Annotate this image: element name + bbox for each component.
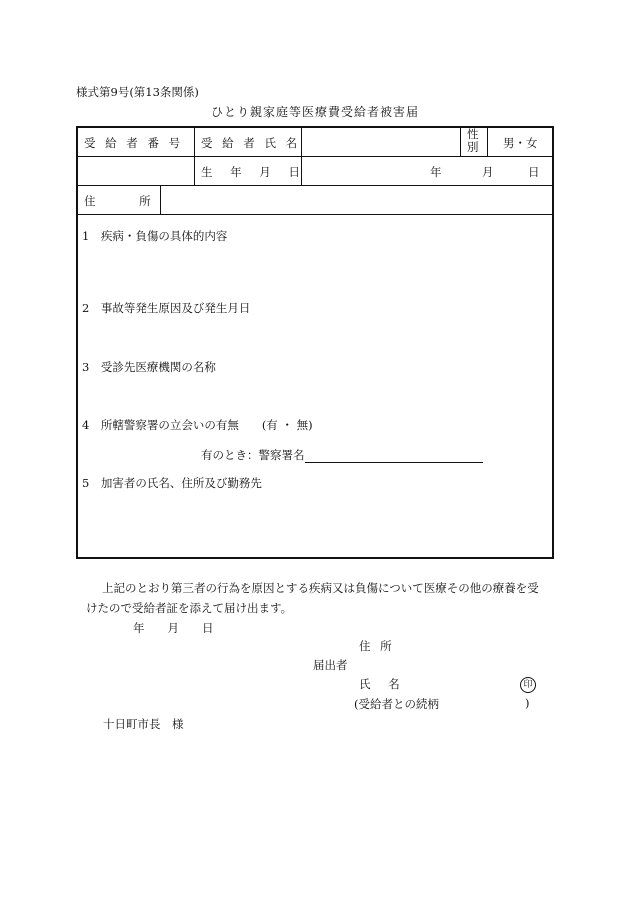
form-number: 様式第9号(第13条関係): [76, 85, 199, 99]
gender-value[interactable]: 男・女: [503, 136, 538, 150]
gender-label-line2: 別: [467, 140, 479, 154]
col-divider: [194, 127, 195, 185]
submission-date[interactable]: 年 月 日: [133, 621, 214, 635]
col-divider: [460, 127, 461, 156]
gender-label-line1: 性: [467, 127, 479, 141]
police-station-label: 有のとき：警察署名: [201, 448, 305, 462]
address-label: 住 所: [84, 194, 151, 208]
row-divider: [77, 214, 553, 215]
section-injury-details: 1 疾病・負傷の具体的内容: [82, 229, 228, 243]
birth-month-label: 月: [482, 165, 494, 179]
recipient-number-label: 受 給 者 番 号: [84, 136, 184, 150]
relation-open: (受給者との続柄: [354, 697, 439, 711]
seal-mark: 印: [520, 677, 536, 693]
recipient-number-field[interactable]: [78, 157, 193, 184]
police-station-line: [201, 447, 483, 463]
section-accident-cause: 2 事故等発生原因及び発生月日: [82, 301, 251, 315]
birthdate-label: 生 年 月 日: [201, 165, 303, 179]
relation-close: ): [525, 696, 530, 710]
notifier-name-label: 氏 名: [359, 677, 400, 691]
birth-day-label: 日: [528, 165, 540, 179]
birth-year-label: 年: [430, 165, 442, 179]
gender-label: [467, 128, 479, 154]
notifier-label: 届出者: [313, 658, 348, 672]
section-medical-institution: 3 受診先医療機関の名称: [82, 360, 216, 374]
form-title: ひとり親家庭等医療費受給者被害届: [210, 105, 419, 119]
col-divider: [487, 127, 488, 156]
declaration-text-2: [86, 598, 556, 618]
recipient-name-label: 受 給 者 氏 名: [201, 136, 301, 150]
police-station-field[interactable]: [305, 450, 483, 463]
addressee: 十日町市長 様: [103, 717, 184, 731]
declaration-line-2: けたので受給者証を添えて届け出ます。: [86, 601, 293, 615]
section-offender-info: 5 加害者の氏名、住所及び勤務先: [82, 476, 262, 490]
notifier-address-label: 住 所: [359, 639, 392, 653]
address-field[interactable]: [161, 186, 553, 213]
section-police-presence: 4 所轄警察署の立会いの有無 (有 ・ 無): [82, 418, 313, 432]
declaration-line-1: 上記のとおり第三者の行為を原因とする疾病又は負傷について医療その他の療養を受: [102, 581, 539, 595]
recipient-name-field[interactable]: [302, 128, 459, 155]
declaration-text: [86, 578, 556, 598]
